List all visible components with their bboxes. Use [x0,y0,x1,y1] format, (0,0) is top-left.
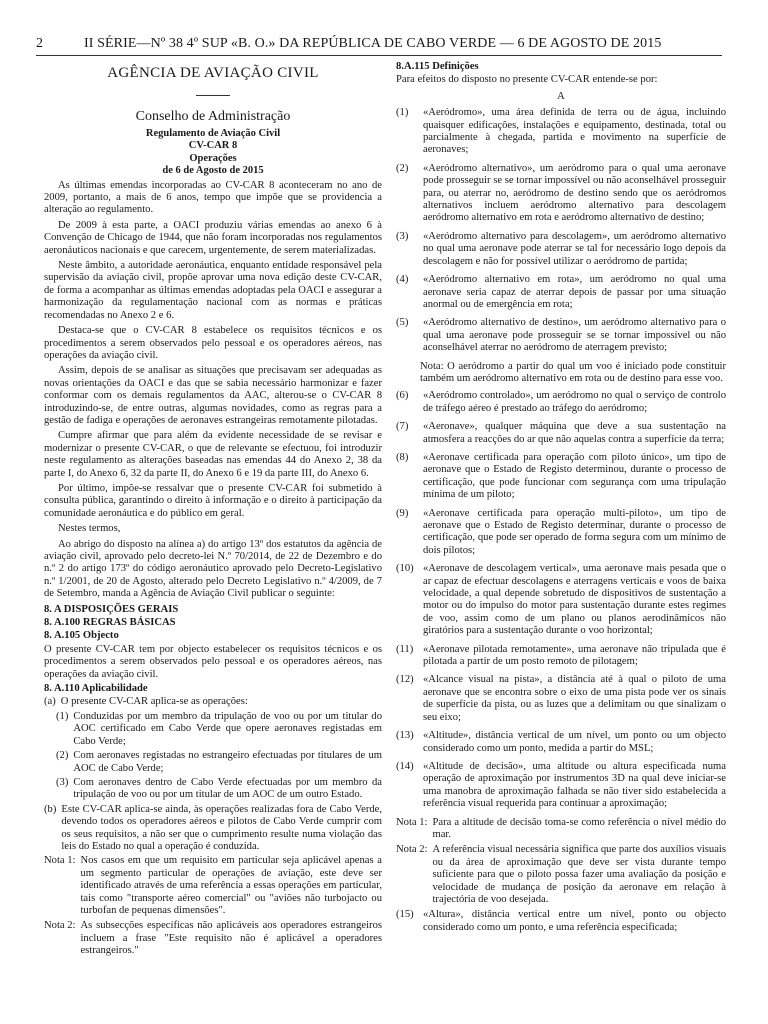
section-heading-object: 8. A.105 Objecto [44,630,119,642]
regulation-title: Regulamento de Aviação Civil [145,128,281,139]
definition-text: «Altitude de decisão», uma altitude ou altura especificada numa operação de aproximação por instrumentos 3D na qual deve iniciar-se uma manobra de aproximação falhada se não tiver sido estabelecida a referência visual requerida para continuar a aproximação; [423,760,726,810]
definition-label: (15) [396,909,414,921]
operations-title: Operações [189,152,237,164]
definition-text: «Aeronave de descolagem vertical», uma aeronave mais pesada que o ar capaz de efectuar descolagens e aterragens verticais e voos de baixa velocidade, a qual depende sobretudo de dispositivos de sustentação a motor ou do impulso do motor para sustentação durante estes regimes de voo, assim como de um plano ou planos aerodinâmicos não giratórios para a sustentação durante o voo horizontal; [423,563,726,637]
right-column [396,60,726,1010]
definition-label: (5) [396,317,409,329]
clause-a-subitems [44,711,382,802]
regulation-date: de 6 de Agosto de 2015 [162,165,264,177]
note-text: A referência visual necessária significa que parte dos auxílios visuais ou da área de aproximação que deve ser vista durante tempo suficiente para que o piloto possa fazer uma avaliação da posição e velocidade de mudança de posição da aeronave em relação à trajectória de voo desejada. [432,844,726,905]
note [396,817,726,842]
note-label: Nota 1: [44,855,76,867]
definition-text: «Aeronave», qualquer máquina que deve a sua sustentação na atmosfera a reacções do ar que não aquelas contra a superfície da terra; [423,421,726,445]
definition-item [396,674,726,724]
intro-paragraph: Ao abrigo do disposto na alínea a) do artigo 13º dos estatutos da agência de aviação civil, aprovado pelo decreto-lei N.º 70/2014, de 22 de Dezembro e do n.º 2 do artigo 173º do código aeronáutico aprovado pelo Decreto-Legislativo n.º 1/2001, de 20 de Agosto, alterado pelo Decreto Legislativo n.º 4/2009, de 7 de Setembro, manda a Agência de Aviação Civil publicar o seguinte: [44,538,382,600]
definition-text: «Aeródromo alternativo para descolagem», um aeródromo alternativo no qual uma aeronave pode aterrar se tal for necessário logo depois da descolagem e não for possível utilizar o aeródromo de partida; [423,230,726,267]
council-title: Conselho de Administração [135,109,291,124]
subitem [56,750,382,775]
note-text: As subsecções específicas não aplicáveis aos operadores estrangeiros incluem a frase "Este requisito não é aplicável a operadores estrangeiros." [80,920,382,957]
definition-label: (4) [396,274,409,286]
definition-text: «Aeronave certificada para operação multi-piloto», um tipo de aeronave que o Estado de Registo determinar, durante o processo de certificação, que pode ser operado de forma segura com um mínimo de dois pilotos; [423,507,726,556]
definition-item [396,107,726,157]
clause-b [44,804,382,854]
definition-label: (2) [396,162,409,174]
subitem [56,777,382,802]
definition-item [396,909,726,934]
definition-item [396,231,726,268]
definition-item [396,390,726,415]
definition-label: (14) [396,760,414,772]
note-text: Para a altitude de decisão toma-se como referência o nível médio do mar. [432,816,726,840]
note [44,920,382,957]
intro-paragraph: As últimas emendas incorporadas ao CV-CAR 8 aconteceram no ano de 2009, portanto, a mais de 6 anos, tempo que impõe que se providencia a alteração ao regulamento. [44,179,382,216]
subitem-label: (2) [56,750,69,762]
definition-label: (12) [396,674,414,686]
definition-text: «Aeródromo alternativo em rota», um aeródromo no qual uma aeronave seria capaz de aterrar depois de passar por uma situação anormal ou de emergência em rota; [423,274,726,310]
clause-text: Este CV-CAR aplica-se ainda, às operações realizadas fora de Cabo Verde, devendo todos os operadores aéreos e pilotos de Cabo Verde cumprir com os seus requisitos, a não ser que o cumprimento resulte numa violação das leis do Estado no qual a operação é conduzida. [61,803,382,852]
running-title: II SÉRIE—Nº 38 4º SUP «B. O.» DA REPÚBLICA DE CABO VERDE — 6 DE AGOSTO DE 2015 [84,36,662,51]
definition-label: (7) [396,421,409,433]
page-number: 2 [36,36,44,51]
letter-divider: A [557,90,565,102]
note-label: Nota 1: [396,816,428,828]
clause-label: (b) [44,803,57,815]
header-rule [36,55,722,56]
cvcar-code: CV-CAR 8 [188,140,238,152]
subitem-label: (3) [56,776,69,788]
note [396,844,726,906]
definition-text: «Aeródromo controlado», um aeródromo no qual o serviço de controlo de tráfego aéreo é prestado ao tráfego do aeródromo; [423,390,726,414]
definition-item [396,274,726,311]
definition-item [396,761,726,811]
intro-paragraph: Nestes termos, [58,523,121,535]
clause-a [44,696,382,708]
definition-text: «Aeródromo», uma área definida de terra ou de água, incluindo quaisquer edificações, instalações e equipamento, destinada, total ou parcialmente à chegada, partida e movimento na superfície de aeronaves; [423,107,726,156]
definition-label: (9) [396,507,409,519]
definition-item [396,421,726,446]
subitem-text: Com aeronaves dentro de Cabo Verde efectuadas por um membro da tripulação de voo ou por um titular de um AOC de um outro Estado. [73,776,382,801]
definition-note: Nota: O aeródromo a partir do qual um voo é iniciado pode constituir também um aeródromo alternativo em rota ou de destino para esse voo. [420,360,726,384]
clause-label: (a) [44,696,56,708]
section-heading-basic-rules: 8. A.100 REGRAS BÁSICAS [44,617,176,629]
definition-label: (1) [396,107,409,119]
note-text: Nos casos em que um requisito em particular seja aplicável apenas a um segmento particular de operações de aviação, este deve ser identificado através de uma referência a essas operações em particular, tais como "transporte aéreo comercial" ou "aviões não turbojacto ou turbofan de pequenas dimensões". [80,855,382,916]
intro-paragraph: Neste âmbito, a autoridade aeronáutica, enquanto entidade responsável pela supervisão da aviação civil, propõe aprovar uma nova edição deste CV-CAR, de forma a acompanhar as últimas emendas adoptadas pela OACI e assegurar a harmonização da regulamentação nacional com as normas e práticas recomendadas no Anexo 2 e 6. [44,260,382,321]
note [44,855,382,917]
subitem-text: Com aeronaves registadas no estrangeiro efectuadas por titulares de um AOC de Cabo Verde; [73,750,382,774]
clause-text: O presente CV-CAR aplica-se as operações: [60,696,248,708]
definition-item [396,163,726,225]
agency-title: AGÊNCIA DE AVIAÇÃO CIVIL [107,65,319,81]
section-heading-applicability: 8. A.110 Aplicabilidade [44,683,148,695]
definition-text: «Alcance visual na pista», a distância até à qual o piloto de uma aeronave que se encontra sobre o eixo de uma pista pode ver os sinais de superfície da pista, ou as luzes que a delimitam ou que sinalizam o seu eixo; [423,674,726,723]
subitem [56,711,382,748]
definition-label: (11) [396,643,414,655]
intro-paragraph: Assim, depois de se analisar as situações que precisavam ser adequadas as novas orientações da OACI e das que se sabia necessário harmonizar e fazer conformar com os demais regulamentos da AAC, alterou-se o CV-CAR 8 introduzindo-se, de entre outras, algumas novidades, como as regras para a gestão de fadiga e operações de aeronaves estrangeiras remotamente pilotadas. [44,365,382,426]
definitions-intro: Para efeitos do disposto no presente CV-CAR entende-se por: [396,74,658,86]
left-column [44,60,382,1010]
object-paragraph: O presente CV-CAR tem por objecto estabelecer os requisitos técnicos e os procedimentos a serem observados pelo pessoal e os operadores aéreos, nas operações da aviação civil. [44,643,382,680]
definition-label: (6) [396,390,409,402]
definition-item [396,563,726,637]
definition-item [396,730,726,755]
definition-text: «Aeronave pilotada remotamente», uma aeronave não tripulada que é pilotada a partir de um posto remoto de pilotagem; [423,643,726,668]
intro-paragraph: Destaca-se que o CV-CAR 8 estabelece os requisitos técnicos e os procedimentos a serem observados pelo pessoal e os operadores aéreos, nas operações da aviação civil. [44,325,382,361]
definition-item [396,644,726,669]
definition-text: «Aeródromo alternativo de destino», um aeródromo alternativo para o qual uma aeronave pode prosseguir se se tornar impossível ou não aconselhável aterrar no aeródromo de aterragem previsto; [423,317,726,354]
note-label: Nota 2: [44,920,76,932]
definition-item [396,317,726,354]
definition-item [396,508,726,558]
subitem-label: (1) [56,710,69,722]
intro-paragraph: Cumpre afirmar que para além da evidente necessidade de se revisar e modernizar o presente CV-CAR, o que de relevante se efectuou, foi introduzir neste regulamento as alterações baseadas nas emendas 44 do Anexo 2, 38 da parte I, do Anexo 6, 32 da parte II, do Anexo 6 e 19 da parte III, do Anexo 6. [44,430,382,479]
definition-text: «Altitude», distância vertical de um nível, um ponto ou um objecto considerado como um ponto, medida a partir do MSL; [423,730,726,754]
subitem-text: Conduzidas por um membro da tripulação de voo ou por um titular do AOC certificado em Cabo Verde que opere aeronaves registadas em Cabo Verde; [73,710,382,747]
definition-label: (8) [396,451,409,463]
definition-text: «Aeronave certificada para operação com piloto único», um tipo de aeronave que o Estado de Registo determinou, durante o processo de certificação, que pode funcionar com segurança com uma tripulação mínima de um piloto; [423,451,726,501]
definition-text: «Aeródromo alternativo», um aeródromo para o qual uma aeronave pode prosseguir se se tornar impossível ou não aconselhável prosseguir para, ou aterrar no, aeródromo de destino sendo que os aeródromos alternativos incluem aeródromo alternativo para descolagem aeródromo alternativo em rota e aeródromo alternativo de destino; [423,162,726,224]
page-header [36,36,722,54]
definition-label: (3) [396,230,409,242]
definitions-heading: 8.A.115 Definições [396,61,479,72]
definition-label: (13) [396,730,414,742]
note-label: Nota 2: [396,844,428,856]
intro-paragraph: Por último, impõe-se ressalvar que o presente CV-CAR foi submetido à consulta pública, garantindo o direito à informação e o direito à participação da comunidade aeronáutica e do público em geral. [44,482,382,519]
definition-label: (10) [396,563,414,575]
intro-paragraph: De 2009 à esta parte, a OACI produziu várias emendas ao anexo 6 à Convenção de Chicago de 1944, que não foram incorporadas nos regulamentos aeronáuticos nacionais e que carecem, urgentemente, de serem materializadas. [44,219,382,256]
section-heading-general: 8. A DISPOSIÇÕES GERAIS [44,603,179,615]
definition-item [396,452,726,502]
definition-text: «Altura», distância vertical entre um nível, ponto ou objecto considerado como um ponto, e uma referência especificada; [423,909,726,933]
title-divider [196,95,230,96]
